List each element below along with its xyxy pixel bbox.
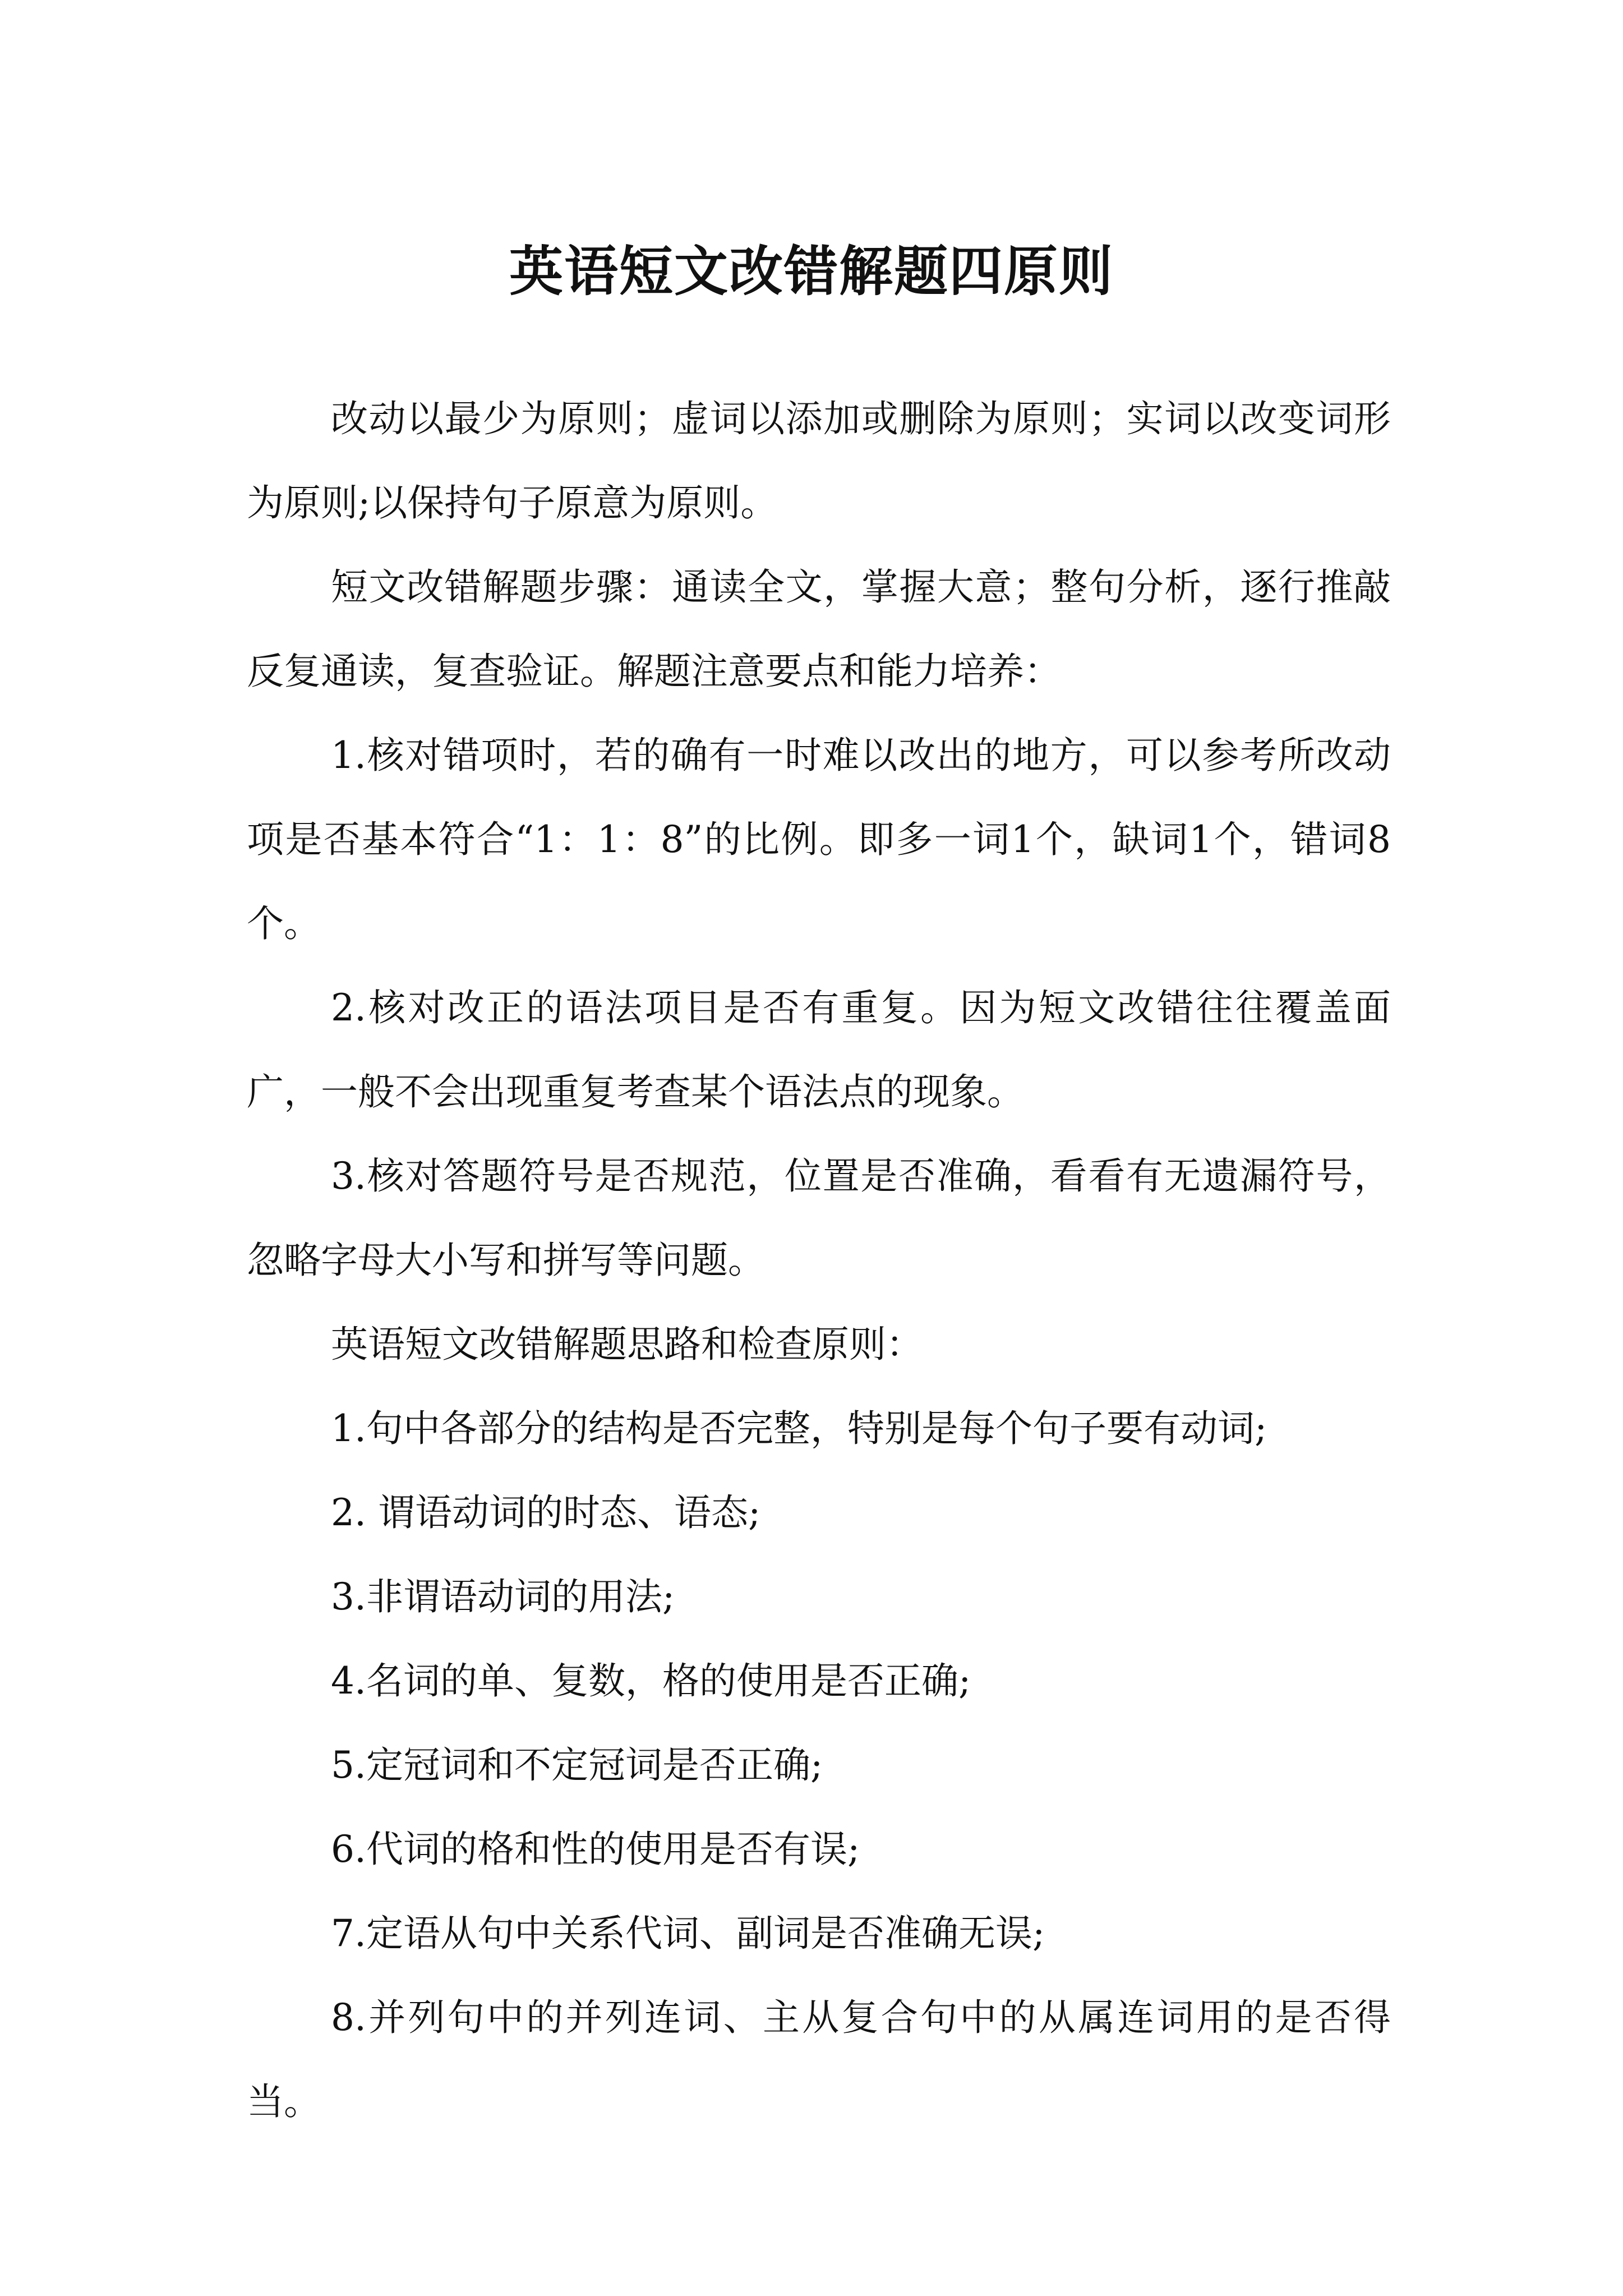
paragraph-principles: 改动以最少为原则；虚词以添加或删除为原则；实词以改变词形为原则;以保持句子原意为原则。 — [247, 397, 1391, 524]
list-item-5: 5.定冠词和不定冠词是否正确; — [331, 1743, 823, 1787]
document-body — [247, 377, 1391, 2144]
list-item-2: 2. 谓语动词的时态、语态; — [331, 1491, 761, 1534]
paragraph-steps: 短文改错解题步骤：通读全文，掌握大意；整句分析，逐行推敲反复通读，复查验证。解题注意要点和能力培养： — [247, 565, 1391, 693]
list-item-3: 3.非谓语动词的用法; — [331, 1575, 675, 1618]
list-item-1: 1.句中各部分的结构是否完整，特别是每个句子要有动词; — [331, 1407, 1267, 1450]
list-item-6: 6.代词的格和性的使用是否有误; — [331, 1828, 860, 1871]
list-item-8: 8.并列句中的并列连词、主从复合句中的从属连词用的是否得当。 — [247, 1996, 1391, 2123]
list-item-4: 4.名词的单、复数，格的使用是否正确; — [331, 1659, 971, 1703]
document-title: 英语短文改错解题四原则 — [509, 240, 1114, 303]
list-item-7: 7.定语从句中关系代词、副词是否准确无误; — [331, 1912, 1045, 1955]
paragraph-check-heading: 英语短文改错解题思路和检查原则： — [331, 1323, 923, 1366]
paragraph-point-1: 1.核对错项时，若的确有一时难以改出的地方，可以参考所改动项是否基本符合“1：1：8”的比例。即多一词1个，缺词1个，错词8个。 — [247, 734, 1391, 945]
paragraph-point-3: 3.核对答题符号是否规范，位置是否准确，看看有无遗漏符号，忽略字母大小写和拼写等问题。 — [247, 1154, 1391, 1282]
paragraph-point-2: 2.核对改正的语法项目是否有重复。因为短文改错往往覆盖面广，一般不会出现重复考查某个语法点的现象。 — [247, 986, 1391, 1114]
